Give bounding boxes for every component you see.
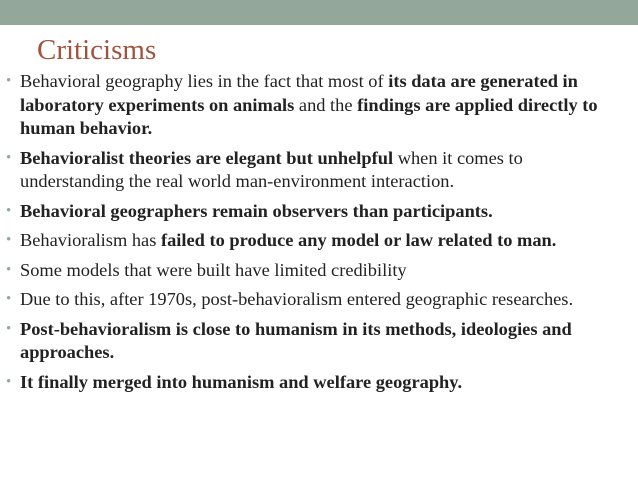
bullet-text: [20, 319, 572, 363]
bullet-item: [6, 229, 628, 253]
text-segment: Some models that were built have limited credibility: [20, 259, 407, 280]
bullet-dot-icon: •: [6, 202, 12, 219]
bullet-item: [6, 200, 628, 224]
text-segment: Due to this, after 1970s, post-behavioralism entered geographic researches.: [20, 289, 574, 309]
bullet-dot-icon: •: [6, 149, 12, 166]
text-segment: when it comes to understanding the real world man-environment interaction.: [20, 147, 523, 191]
bullet-text: [20, 289, 573, 309]
bullet-text: [20, 201, 493, 221]
text-segment-bold: It finally merged into humanism and welfare geography.: [20, 371, 463, 392]
text-segment-bold: Post-behavioralism is close to humanism in its methods, ideologies and approaches.: [20, 318, 572, 362]
bullet-item: [6, 288, 628, 312]
text-segment-bold: findings are applied directly to human behavior.: [20, 94, 598, 138]
text-segment: Behavioral geography lies in the fact that most of: [20, 71, 389, 91]
bullet-dot-icon: •: [6, 373, 12, 390]
bullet-item: [6, 70, 628, 141]
text-segment-bold: its data are generated in laboratory experiments on animals: [20, 71, 578, 115]
bullet-dot-icon: •: [6, 320, 12, 337]
bullet-text: [20, 148, 523, 192]
bullet-text: [20, 260, 407, 280]
text-segment-bold: Behavioralist theories are elegant but unhelpful: [20, 147, 394, 168]
slide-title: Criticisms: [37, 34, 157, 66]
bullet-dot-icon: •: [6, 261, 12, 278]
bullet-dot-icon: •: [6, 73, 12, 89]
bullet-item: [6, 371, 628, 395]
text-segment-bold: Behavioral geographers remain observers than participants.: [20, 200, 493, 221]
top-accent-bar: [0, 0, 638, 25]
text-segment-bold: failed to produce any model or law related to man.: [160, 230, 557, 250]
bullet-item: [6, 147, 628, 194]
bullet-list: [6, 70, 628, 400]
text-segment: Behavioralism has: [20, 230, 161, 250]
bullet-text: [20, 372, 462, 392]
bullet-text: [20, 230, 556, 250]
bullet-item: [6, 318, 628, 365]
bullet-text: [20, 71, 598, 138]
bullet-item: [6, 259, 628, 283]
bullet-dot-icon: •: [6, 291, 12, 307]
bullet-dot-icon: •: [6, 232, 12, 248]
text-segment: and the: [294, 94, 358, 115]
